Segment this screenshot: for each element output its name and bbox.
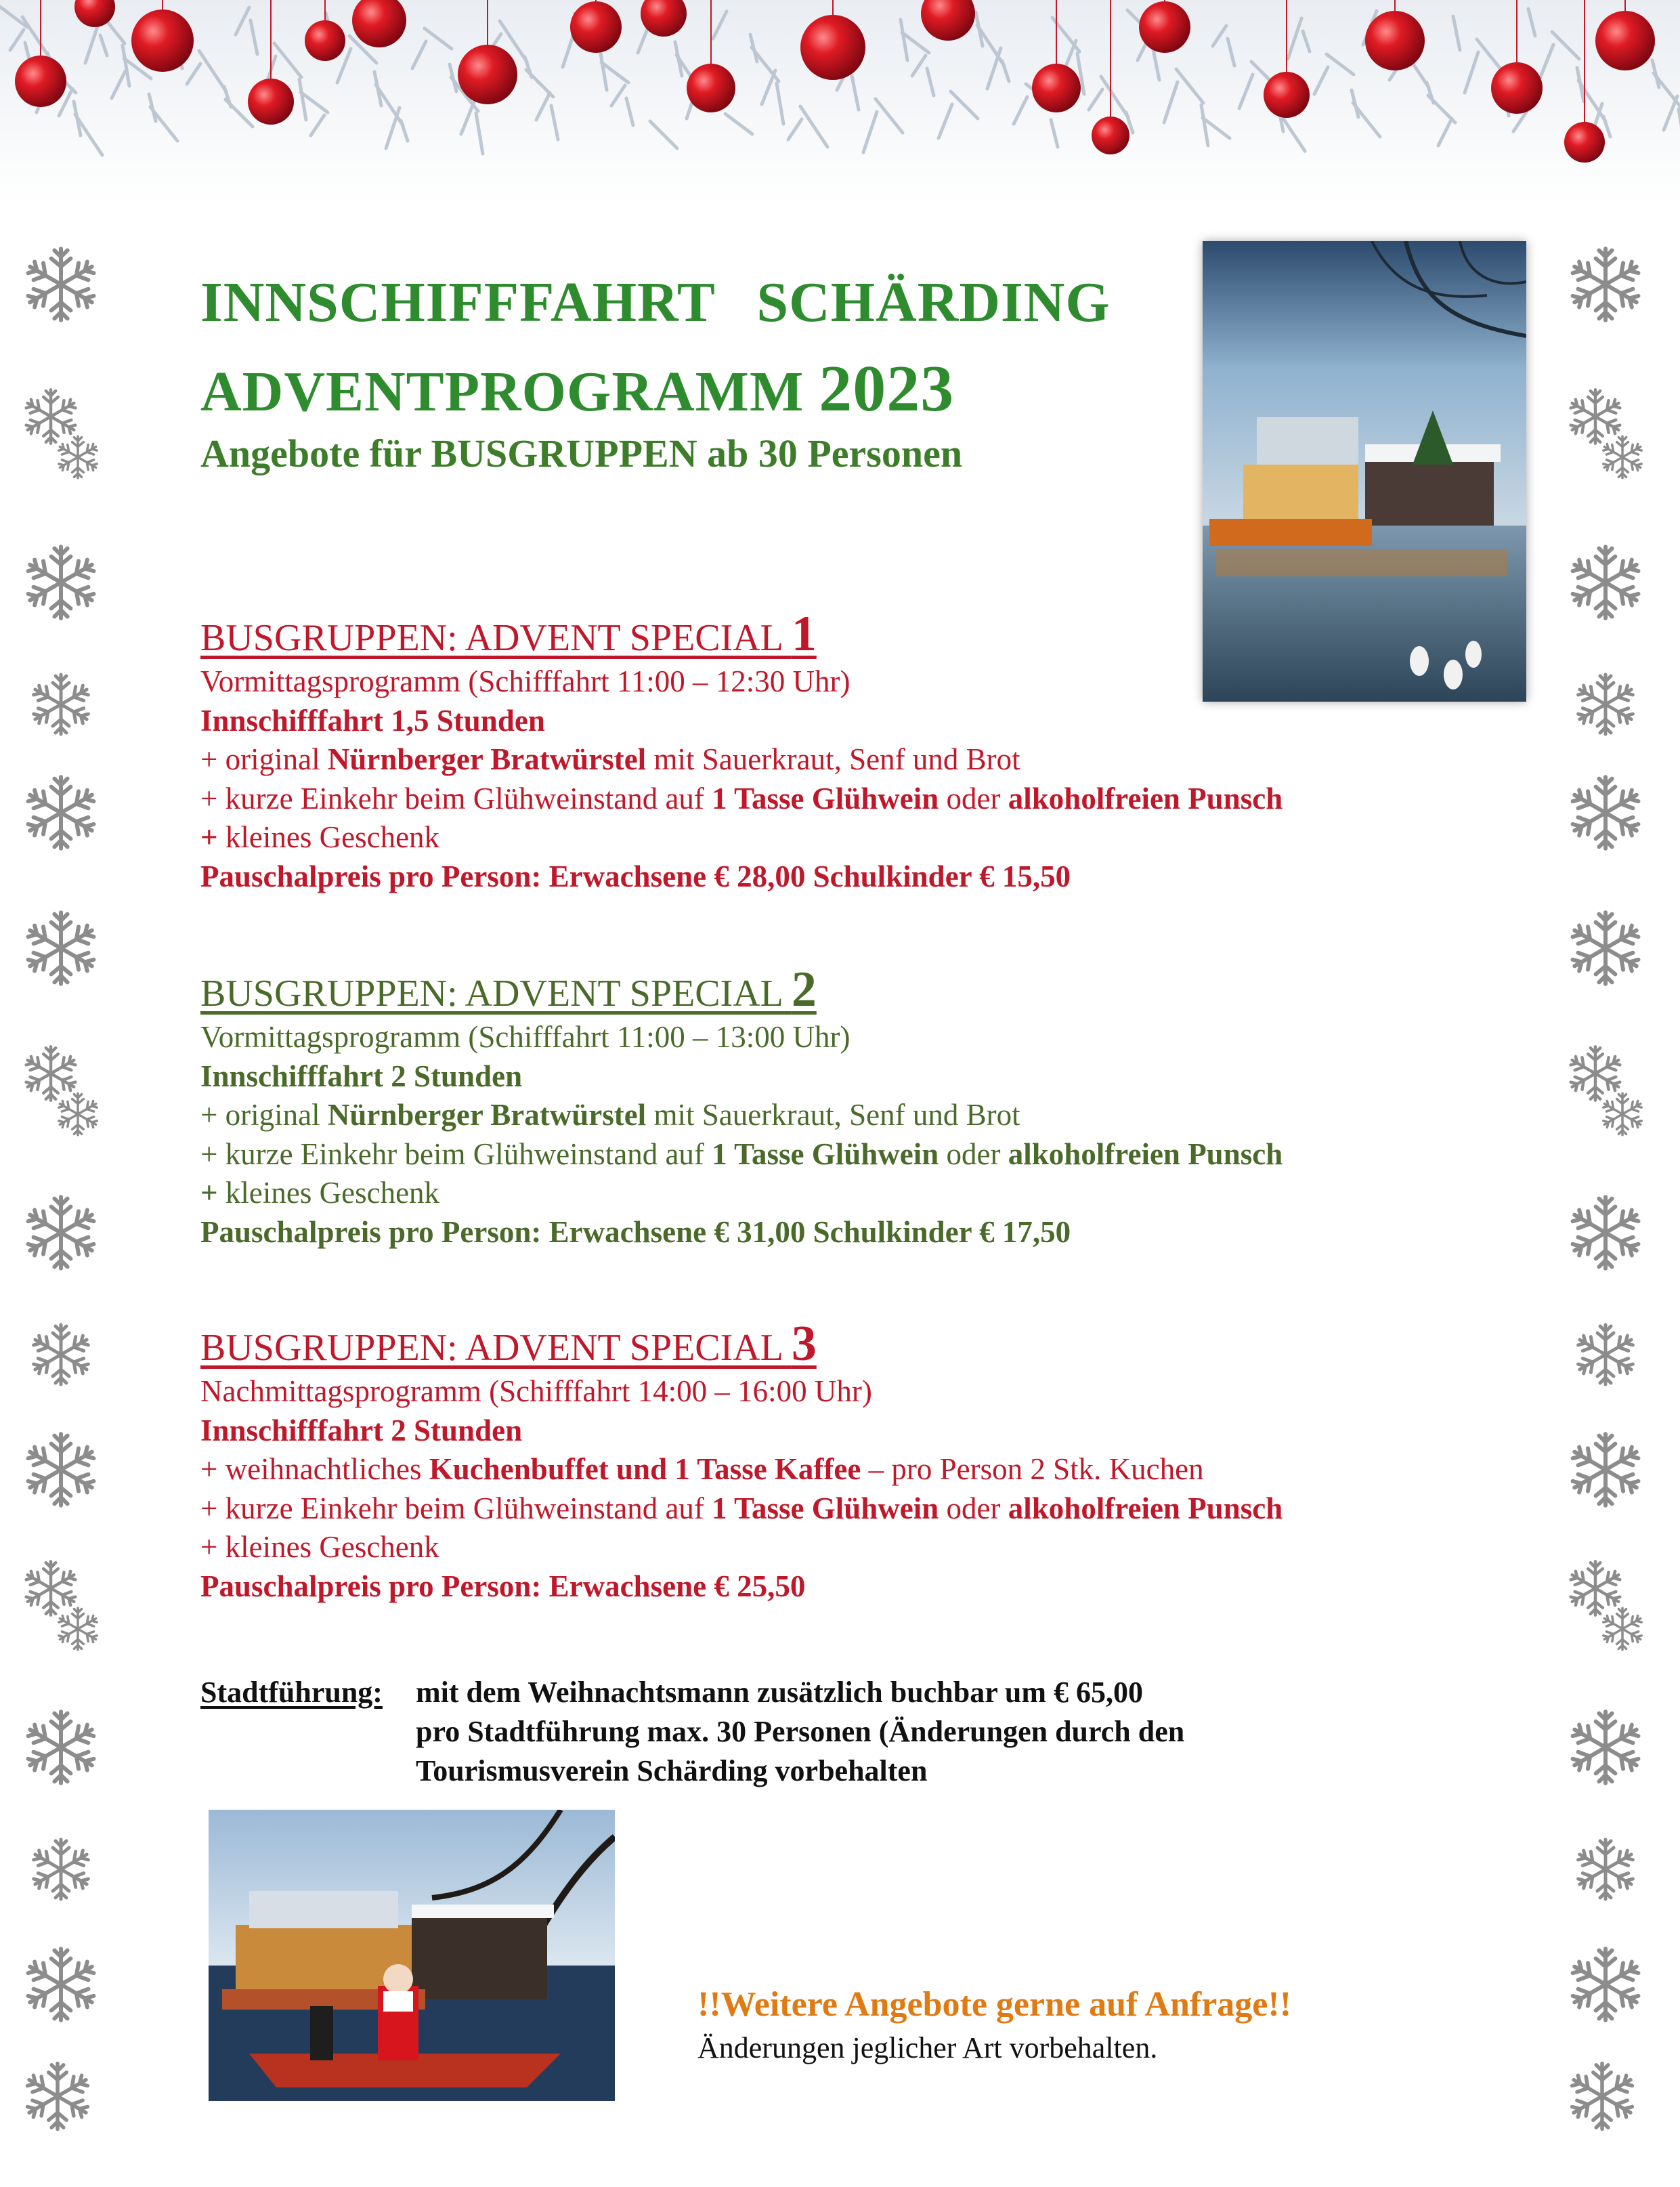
offer-drink-prefix: + kurze Einkehr beim Glühweinstand auf <box>200 1491 712 1525</box>
offer-food <box>200 1450 1528 1489</box>
offer-number: 2 <box>791 962 817 1017</box>
offer-price: Pauschalpreis pro Person: Erwachsene € 25,50 <box>200 1569 806 1603</box>
offer-cruise: Innschifffahrt 2 Stunden <box>200 1413 523 1447</box>
offer-advent-special-2 <box>200 962 1528 1252</box>
snowflake-icon <box>20 908 102 992</box>
offer-gift <box>200 1174 1528 1213</box>
snowflake-icon <box>1572 1835 1639 1907</box>
offer-food-highlight: Kuchenbuffet und 1 Tasse Kaffee <box>429 1452 861 1486</box>
snowflake-icon <box>1565 772 1646 857</box>
snowflake-icon <box>54 433 102 484</box>
program-title-text: ADVENTPROGRAMM <box>200 360 819 423</box>
offer-drink-gluehwein: 1 Tasse Glühwein <box>712 781 939 815</box>
offer-drink-prefix: + kurze Einkehr beim Glühweinstand auf <box>200 1137 712 1171</box>
offer-food-suffix: mit Sauerkraut, Senf und Brot <box>646 1098 1020 1132</box>
offer-food <box>200 1096 1528 1135</box>
offer-advent-special-1 <box>200 606 1528 896</box>
offer-drink-or: oder <box>939 781 1008 815</box>
offer-heading <box>200 606 1528 662</box>
offer-gift <box>200 1528 1528 1567</box>
offer-heading <box>200 962 1528 1018</box>
offer-drink <box>200 780 1528 819</box>
snowflake-icon <box>27 1835 95 1907</box>
offer-food-suffix: – pro Person 2 Stk. Kuchen <box>861 1452 1204 1486</box>
snowflake-icon <box>27 1321 95 1392</box>
offer-food-highlight: Nürnberger Bratwürstel <box>327 1098 647 1132</box>
snowflake-icon <box>1565 1192 1646 1277</box>
offer-food-suffix: mit Sauerkraut, Senf und Brot <box>646 742 1020 776</box>
snowflake-icon <box>1572 1321 1639 1392</box>
snowflake-icon <box>20 772 102 857</box>
offer-schedule: Vormittagsprogramm (Schifffahrt 11:00 – 12:30 Uhr) <box>200 664 850 698</box>
offer-drink-prefix: + kurze Einkehr beim Glühweinstand auf <box>200 781 712 815</box>
offer-schedule: Nachmittagsprogramm (Schifffahrt 14:00 – 16:00 Uhr) <box>200 1374 872 1408</box>
offer-price: Pauschalpreis pro Person: Erwachsene € 31,00 Schulkinder € 17,50 <box>200 1214 1071 1249</box>
snowflake-icon <box>20 1429 102 1514</box>
snowflake-icon <box>1599 433 1646 484</box>
snowflake-icon <box>1599 1605 1646 1656</box>
offer-heading-text: BUSGRUPPEN: ADVENT SPECIAL <box>200 973 792 1015</box>
snowflake-icon <box>27 671 95 742</box>
offer-gift-plus: + <box>200 1176 218 1210</box>
offer-heading-text: BUSGRUPPEN: ADVENT SPECIAL <box>200 1327 792 1369</box>
offer-drink <box>200 1135 1528 1174</box>
city-tour-line-3: Tourismusverein Schärding vorbehalten <box>416 1754 928 1787</box>
offer-gift-text: kleines Geschenk <box>217 1176 440 1210</box>
offer-food-prefix: + original <box>200 1098 328 1132</box>
offer-gift-plus: + <box>200 820 218 854</box>
program-title <box>200 351 954 427</box>
page-subtitle: Angebote für BUSGRUPPEN ab 30 Personen <box>200 431 963 475</box>
offer-number: 3 <box>791 1316 817 1372</box>
offer-food-prefix: + weihnachtliches <box>200 1452 429 1486</box>
offer-drink-or: oder <box>939 1137 1008 1171</box>
christmas-garland-decoration <box>0 0 1680 203</box>
left-snowflake-border <box>0 230 135 2174</box>
offer-drink-gluehwein: 1 Tasse Glühwein <box>712 1137 939 1171</box>
offer-food-highlight: Nürnberger Bratwürstel <box>327 742 647 776</box>
offer-cruise: Innschifffahrt 1,5 Stunden <box>200 703 545 738</box>
offer-price: Pauschalpreis pro Person: Erwachsene € 28,00 Schulkinder € 15,50 <box>200 859 1071 893</box>
offer-drink-punsch: alkoholfreien Punsch <box>1008 1491 1283 1525</box>
disclaimer-text: Änderungen jeglicher Art vorbehalten. <box>697 2031 1158 2064</box>
offer-gift-text: kleines Geschenk <box>217 820 440 854</box>
snowflake-icon <box>20 1944 102 2029</box>
offer-heading-text: BUSGRUPPEN: ADVENT SPECIAL <box>200 617 792 659</box>
program-year: 2023 <box>819 352 955 425</box>
snowflake-icon <box>1565 1707 1646 1791</box>
offer-gift <box>200 818 1528 857</box>
snowflake-icon <box>20 1192 102 1277</box>
offer-drink <box>200 1489 1528 1529</box>
right-snowflake-border <box>1545 230 1680 2174</box>
offer-schedule: Vormittagsprogramm (Schifffahrt 11:00 – 13:00 Uhr) <box>200 1020 850 1054</box>
snowflake-icon <box>1599 1090 1646 1141</box>
page-title: INNSCHIFFFAHRT SCHÄRDING <box>200 271 1111 334</box>
city-tour-line-1: mit dem Weihnachtsmann zusätzlich buchbar um € 65,00 <box>416 1676 1144 1709</box>
snowflake-icon <box>1572 671 1639 742</box>
city-tour-line-2: pro Stadtführung max. 30 Personen (Änderungen durch den <box>416 1715 1185 1748</box>
offer-heading <box>200 1316 1528 1372</box>
city-tour-label: Stadtführung: <box>200 1676 383 1709</box>
offer-drink-or: oder <box>939 1491 1008 1525</box>
snowflake-icon <box>20 542 102 627</box>
snowflake-icon <box>1565 244 1646 328</box>
snowflake-icon <box>1565 908 1646 992</box>
snowflake-icon <box>1565 1944 1646 2029</box>
offer-cruise: Innschifffahrt 2 Stunden <box>200 1059 523 1093</box>
offer-food-prefix: + original <box>200 742 328 776</box>
offer-gift-text: kleines Geschenk <box>217 1530 439 1564</box>
snowflake-icon <box>1565 2059 1639 2137</box>
offer-food <box>200 740 1528 780</box>
offer-number: 1 <box>791 606 817 662</box>
snowflake-icon <box>20 244 102 328</box>
snowflake-icon <box>1565 1429 1646 1514</box>
offer-gift-plus: + <box>200 1530 218 1564</box>
snowflake-icon <box>54 1605 102 1656</box>
snowflake-icon <box>54 1090 102 1141</box>
santa-boat-photo <box>209 1810 615 2101</box>
more-offers-notice: !!Weitere Angebote gerne auf Anfrage!! <box>697 1985 1292 2024</box>
offer-drink-punsch: alkoholfreien Punsch <box>1008 781 1283 815</box>
offer-drink-punsch: alkoholfreien Punsch <box>1008 1137 1283 1171</box>
snowflake-icon <box>20 2059 95 2137</box>
offer-drink-gluehwein: 1 Tasse Glühwein <box>712 1491 939 1525</box>
offer-advent-special-3 <box>200 1316 1528 1606</box>
snowflake-icon <box>1565 542 1646 627</box>
snowflake-icon <box>20 1707 102 1791</box>
